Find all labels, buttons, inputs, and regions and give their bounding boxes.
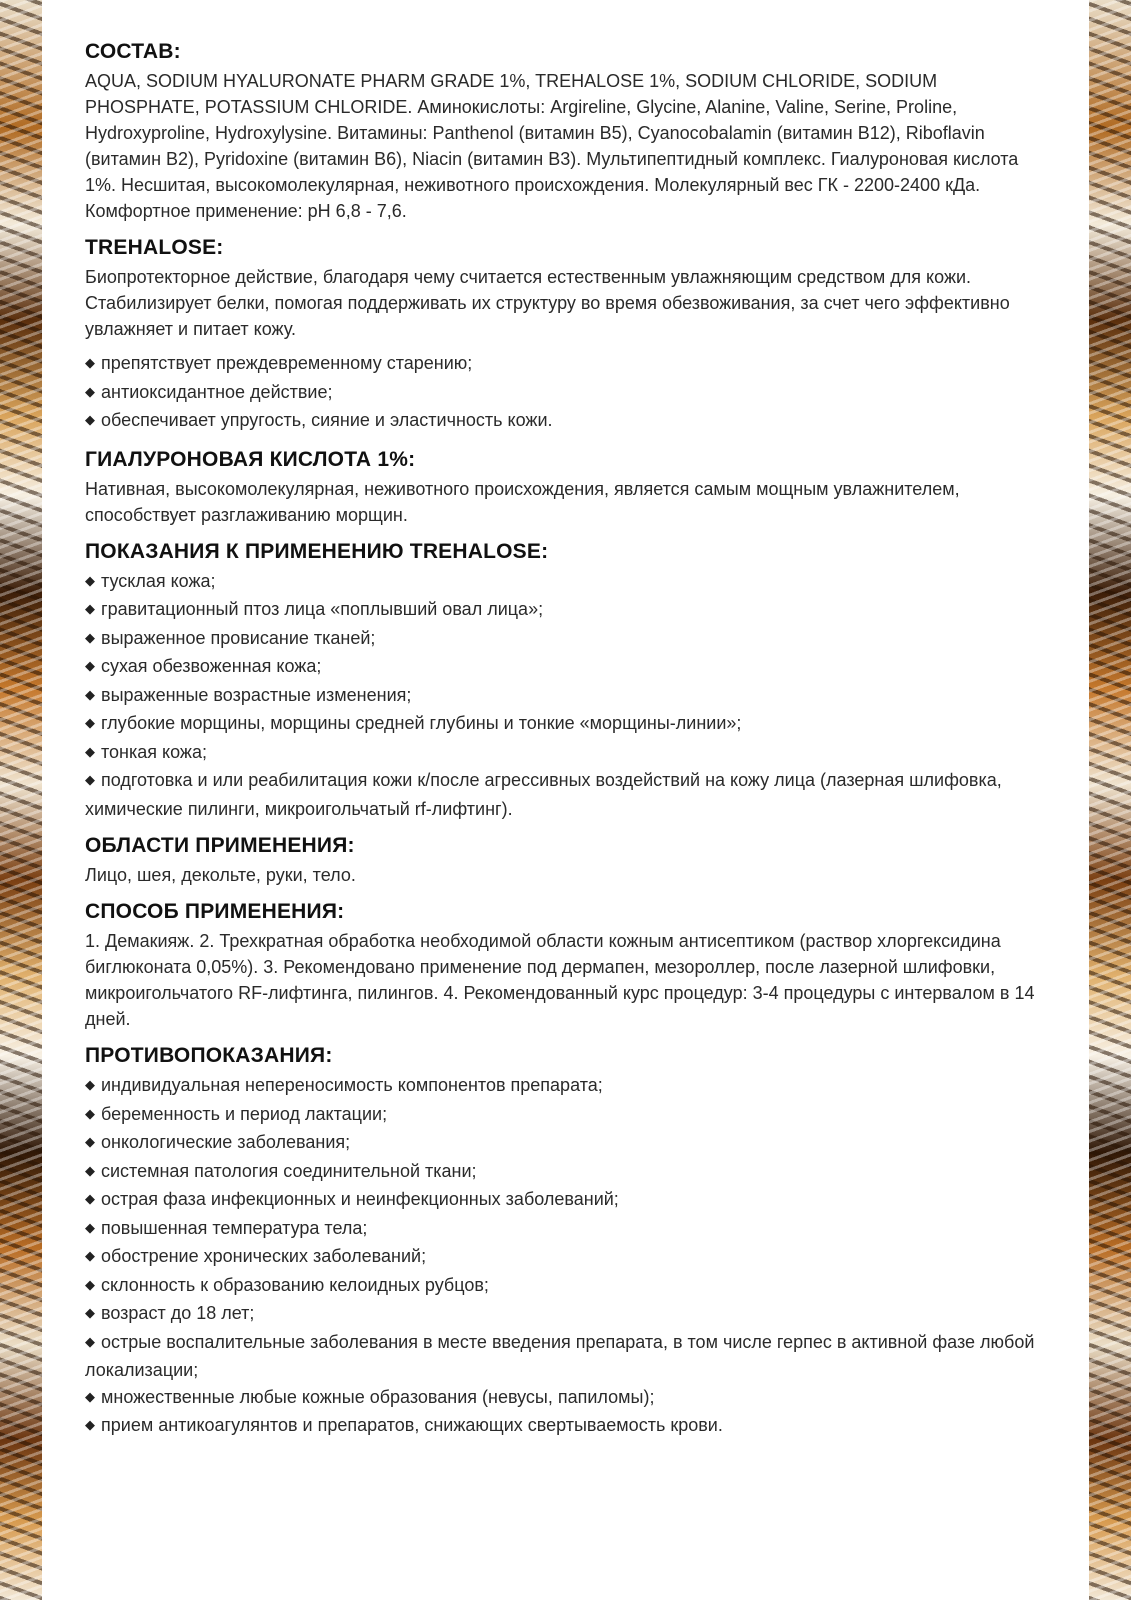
bullet-icon: ◆ [85, 1388, 95, 1404]
list-item-text: подготовка и или реабилитация кожи к/после агрессивных воздействий на кожу лица (лазерная шлифовка, химические пилинги, микроигольчатый rf-лифтинг). [85, 770, 1002, 819]
bullet-icon: ◆ [85, 601, 95, 616]
list-item [85, 1215, 1035, 1244]
areas-text: Лицо, шея, декольте, руки, тело. [85, 865, 356, 885]
section-title-sostav: СОСТАВ: [85, 40, 181, 63]
bullet-icon: ◆ [85, 1248, 95, 1263]
list-item [85, 379, 1035, 408]
list-item-text: острые воспалительные заболевания в месте введения препарата, в том числе герпес в активной фазе любой локализации; [85, 1331, 1035, 1380]
list-item-text: глубокие морщины, морщины средней глубины и тонкие «морщины-линии»; [101, 713, 742, 733]
bullet-icon: ◆ [85, 658, 95, 673]
list-item-text: склонность к образованию келоидных рубцов; [101, 1274, 489, 1295]
list-item [85, 596, 1035, 625]
list-item-text: сухая обезвоженная кожа; [101, 656, 322, 676]
list-item-text: системная патология соединительной ткани; [101, 1160, 477, 1181]
list-item-text: выраженное провисание тканей; [101, 627, 376, 648]
list-item [85, 1412, 1035, 1441]
list-item-text: прием антикоагулянтов и препаратов, снижающих свертываемость крови. [101, 1415, 723, 1435]
section-title-trehalose: TREHALOSE: [85, 236, 224, 259]
section-title-hyaluronic: ГИАЛУРОНОВАЯ КИСЛОТА 1%: [85, 447, 416, 471]
list-item-text: множественные любые кожные образования (невусы, папиломы); [101, 1386, 655, 1407]
list-item [85, 1129, 1035, 1158]
section-title-indications: ПОКАЗАНИЯ К ПРИМЕНЕНИЮ TREHALOSE: [85, 539, 549, 563]
bullet-icon: ◆ [85, 1191, 95, 1206]
list-item [85, 625, 1035, 654]
method-text: 1. Демакияж. 2. Трехкратная обработка необходимой области кожным антисептиком (раствор хлоргексидина биглюконата 0,05%). 3. Рекомендовано применение под дермапен, мезороллер, после лазерной шлифовки, микроигольчатого RF-лифтинга, пилингов. 4. Рекомендованный курс процедур: 3-4 процедуры с интервалом в 14 дней. [85, 931, 1035, 1029]
list-item [85, 682, 1035, 711]
list-item [85, 710, 1035, 739]
list-item [85, 1186, 1035, 1215]
left-fur-border [0, 0, 42, 1600]
trehalose-list [85, 350, 1035, 436]
list-item-text: тусклая кожа; [101, 570, 216, 591]
bullet-icon: ◆ [85, 355, 95, 370]
bullet-icon: ◆ [85, 1162, 95, 1178]
trehalose-text: Биопротекторное действие, благодаря чему считается естественным увлажняющим средством для кожи. Стабилизирует белки, помогая поддерживать их структуру во время обезвоживания, за счет чего эффективно увлажняет и питает кожу. [85, 267, 1010, 339]
list-item [85, 653, 1035, 682]
section-title-contraindications: ПРОТИВОПОКАЗАНИЯ: [85, 1044, 333, 1067]
bullet-icon: ◆ [85, 715, 95, 730]
bullet-icon: ◆ [85, 1417, 95, 1432]
bullet-icon: ◆ [85, 629, 95, 645]
list-item-text: беременность и период лактации; [101, 1103, 388, 1124]
list-item [85, 1243, 1035, 1272]
bullet-icon: ◆ [85, 743, 95, 759]
section-trehalose [85, 236, 1035, 436]
bullet-icon: ◆ [85, 686, 95, 702]
list-item [85, 767, 1035, 822]
contraindications-list [85, 1072, 1035, 1441]
bullet-icon: ◆ [85, 1077, 95, 1092]
bullet-icon: ◆ [85, 1305, 95, 1320]
section-hyaluronic [85, 448, 1035, 528]
hyaluronic-text: Нативная, высокомолекулярная, неживотного происхождения, является самым мощным увлажнителем, способствует разглаживанию морщин. [85, 478, 960, 525]
list-item [85, 1384, 1035, 1413]
indications-list [85, 568, 1035, 823]
list-item-text: онкологические заболевания; [101, 1132, 351, 1152]
list-item-text: препятствует преждевременному старению; [101, 353, 473, 373]
bullet-icon: ◆ [85, 1276, 95, 1292]
list-item-text: тонкая кожа; [101, 741, 207, 762]
list-item-text: индивидуальная непереносимость компонентов препарата; [101, 1075, 603, 1095]
list-item-text: острая фаза инфекционных и неинфекционных заболеваний; [101, 1189, 619, 1209]
list-item [85, 1329, 1035, 1384]
document-body [85, 40, 1035, 1453]
bullet-icon: ◆ [85, 772, 95, 787]
list-item [85, 407, 1035, 436]
list-item-text: возраст до 18 лет; [101, 1303, 255, 1323]
list-item [85, 1101, 1035, 1130]
right-fur-border [1089, 0, 1131, 1600]
list-item [85, 1300, 1035, 1329]
list-item [85, 1158, 1035, 1187]
list-item [85, 350, 1035, 379]
section-sostav [85, 40, 1035, 224]
bullet-icon: ◆ [85, 1333, 95, 1349]
bullet-icon: ◆ [85, 412, 95, 427]
list-item-text: выраженные возрастные изменения; [101, 684, 412, 705]
list-item [85, 568, 1035, 597]
bullet-icon: ◆ [85, 572, 95, 588]
list-item-text: повышенная температура тела; [101, 1217, 368, 1238]
list-item-text: гравитационный птоз лица «поплывший овал лица»; [101, 599, 544, 619]
list-item [85, 1272, 1035, 1301]
section-title-method: СПОСОБ ПРИМЕНЕНИЯ: [85, 900, 345, 923]
list-item [85, 739, 1035, 768]
section-areas [85, 834, 1035, 888]
list-item [85, 1072, 1035, 1101]
list-item-text: антиоксидантное действие; [101, 381, 333, 402]
section-contraindications [85, 1044, 1035, 1441]
bullet-icon: ◆ [85, 1105, 95, 1121]
sostav-text: AQUA, SODIUM HYALURONATE PHARM GRADE 1%, TREHALOSE 1%, SODIUM CHLORIDE, SODIUM PHOSPHATE, POTASSIUM CHLORIDE. Аминокислоты: Argireline, Glycine, Alanine, Valine, Serine, Proline, Hydroxyproline, Hydroxylysine. Витамины: Panthenol (витамин B5), Cyanocobalamin (витамин B12), Riboflavin (витамин B2), Pyridoxine (витамин B6), Niacin (витамин B3). Мультипептидный комплекс. Гиалуроновая кислота 1%. Несшитая, высокомолекулярная, неживотного происхождения. Молекулярный вес ГК - 2200-2400 кДа. Комфортное применение: pH 6,8 - 7,6. [85, 71, 1019, 221]
bullet-icon: ◆ [85, 1219, 95, 1235]
list-item-text: обострение хронических заболеваний; [101, 1246, 427, 1266]
list-item-text: обеспечивает упругость, сияние и эластичность кожи. [101, 410, 553, 430]
bullet-icon: ◆ [85, 383, 95, 399]
section-method [85, 900, 1035, 1032]
section-indications [85, 540, 1035, 823]
bullet-icon: ◆ [85, 1134, 95, 1149]
section-title-areas: ОБЛАСТИ ПРИМЕНЕНИЯ: [85, 834, 355, 857]
